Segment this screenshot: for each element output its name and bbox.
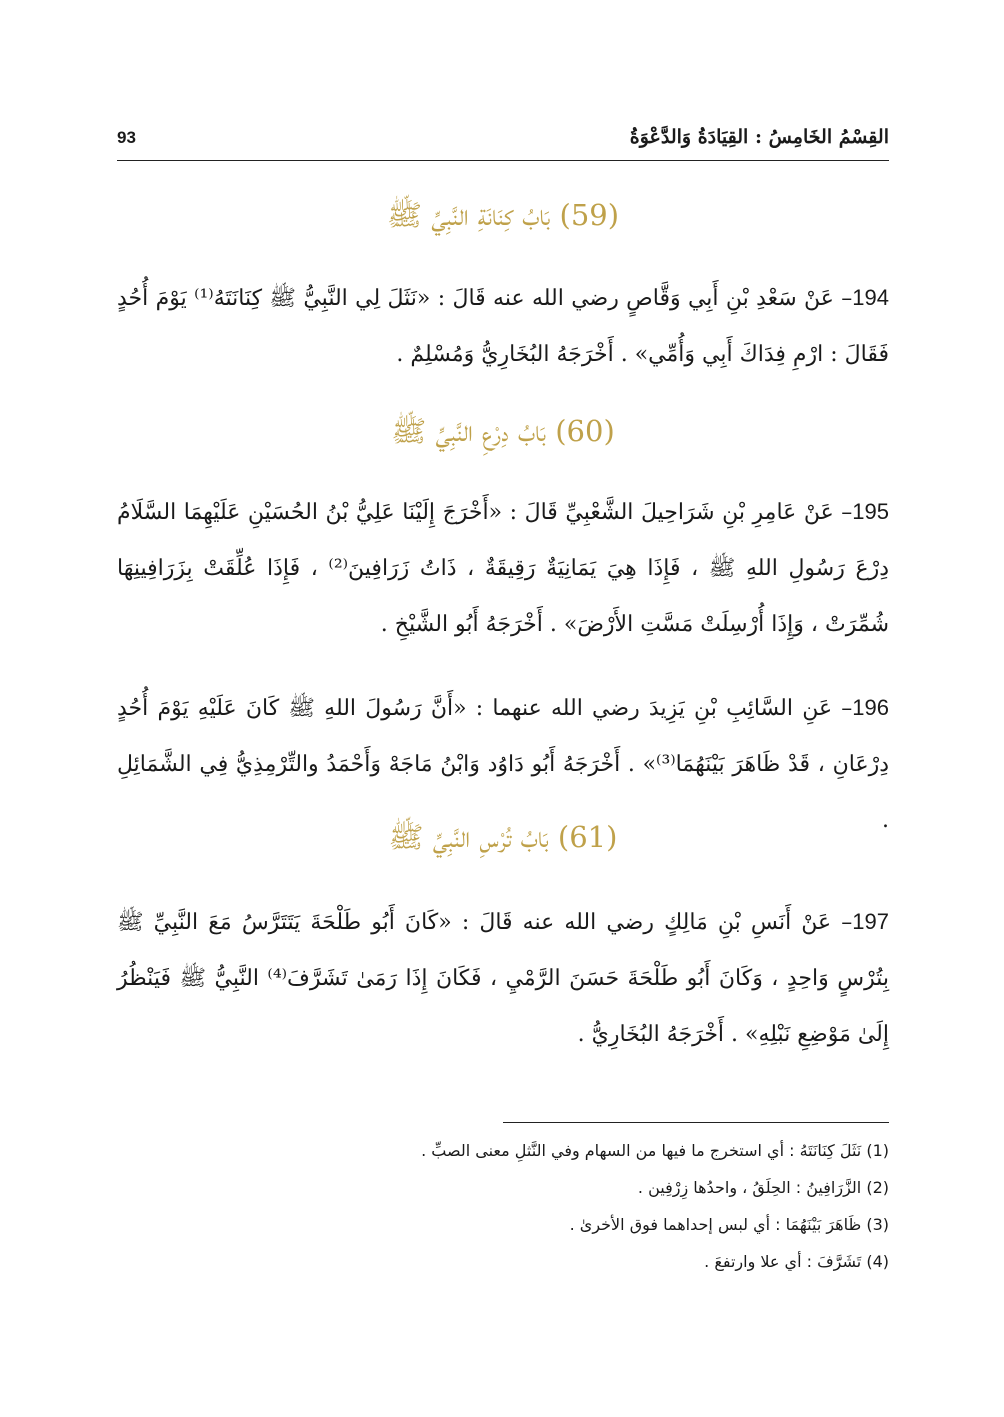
hadith-text: – عَنْ عَامِرِ بْنِ شَرَاحِيلَ الشَّعْبِيِّ قَالَ : «أَخْرَجَ إِلَيْنَا عَلِيُّ بْنُ الحُسَيْنِ عَلَيْهِمَا السَّلَامُ دِرْعَ رَسُولِ اللهِ ﷺ ، فَإِذَا هِيَ يَمَانِيَةٌ رَقِيقَةٌ ، ذَاتُ زَرَافِينَ⁽²⁾ ، فَإِذَا عُلِّقَتْ بِزَرَافِينِهَا شُمِّرَتْ ، وَإِذَا أُرْسِلَتْ مَسَّتِ الأَرْضَ» . أَخْرَجَهُ أَبُو الشَّيْخِ .: [117, 500, 889, 637]
chapter-heading-60: (60) بَابُ دِرْعِ النَّبِيِّ ﷺ: [391, 414, 615, 448]
footnote-divider: [503, 1122, 889, 1123]
footnote-1: (1) نَثَلَ كِنَانَتَهُ : أي استخرج ما فيها من السهام وفي النَّثلِ معنى الصبِّ .: [421, 1141, 889, 1160]
page-header: [117, 118, 889, 161]
hadith-number: 195: [852, 499, 889, 524]
hadith-text: – عَنِ السَّائِبِ بْنِ يَزِيدَ رضي الله عنهما : «أَنَّ رَسُولَ اللهِ ﷺ كَانَ عَلَيْهِ يَوْمَ أُحُدٍ دِرْعَانِ ، قَدْ ظَاهَرَ بَيْنَهُمَا⁽³⁾» . أَخْرَجَهُ أَبُو دَاوُد وَابْنُ مَاجَهْ وَأَحْمَدُ والتِّرْمِذِيُّ فِي الشَّمَائِلِ .: [117, 696, 889, 833]
running-title: القِسْمُ الخَامِسُ : القِيَادَةُ وَالدَّعْوَةُ: [629, 126, 889, 148]
hadith-text: – عَنْ أَنَسِ بْنِ مَالِكٍ رضي الله عنه قَالَ : «كَانَ أَبُو طَلْحَةَ يَتَتَرَّسُ مَعَ النَّبِيِّ ﷺ بِتُرْسٍ وَاحِدٍ ، وَكَانَ أَبُو طَلْحَةَ حَسَنَ الرَّمْيِ ، فَكَانَ إِذَا رَمَىٰ تَشَرَّفَ⁽⁴⁾ النَّبِيُّ ﷺ فَيَنْظُرُ إِلَىٰ مَوْضِعِ نَبْلِهِ» . أَخْرَجَهُ البُخَارِيُّ .: [117, 910, 889, 1047]
footnotes: [117, 1132, 889, 1280]
chapter-heading-61: (61) بَابُ تُرْسِ النَّبِيِّ ﷺ: [388, 820, 618, 854]
page-number: 93: [117, 128, 136, 147]
hadith-number: 197: [852, 909, 889, 934]
hadith-197: [117, 894, 889, 1063]
hadith-194: [117, 270, 889, 383]
hadith-number: 194: [852, 285, 889, 310]
footnote-4: (4) تَشَرَّفَ : أي علا وارتفعَ .: [704, 1252, 889, 1271]
chapter-heading-59: (59) بَابُ كِنَانَةِ النَّبِيِّ ﷺ: [386, 198, 620, 232]
footnote-3: (3) ظَاهَرَ بَيْنَهُمَا : أي لبس إحداهما فوق الأخرىٰ .: [569, 1215, 889, 1234]
hadith-195: [117, 484, 889, 653]
hadith-text: – عَنْ سَعْدِ بْنِ أَبِي وَقَّاصٍ رضي الله عنه قَالَ : «نَثَلَ لِي النَّبِيُّ ﷺ كِنَانَتَهُ⁽¹⁾ يَوْمَ أُحُدٍ فَقَالَ : ارْمِ فِدَاكَ أَبِي وَأُمِّي» . أَخْرَجَهُ البُخَارِيُّ وَمُسْلِمٌ .: [117, 286, 889, 367]
footnote-2: (2) الزَّرَافِينُ : الحِلَقُ ، واحدُها زِرْفِين .: [637, 1178, 889, 1197]
hadith-number: 196: [852, 695, 889, 720]
